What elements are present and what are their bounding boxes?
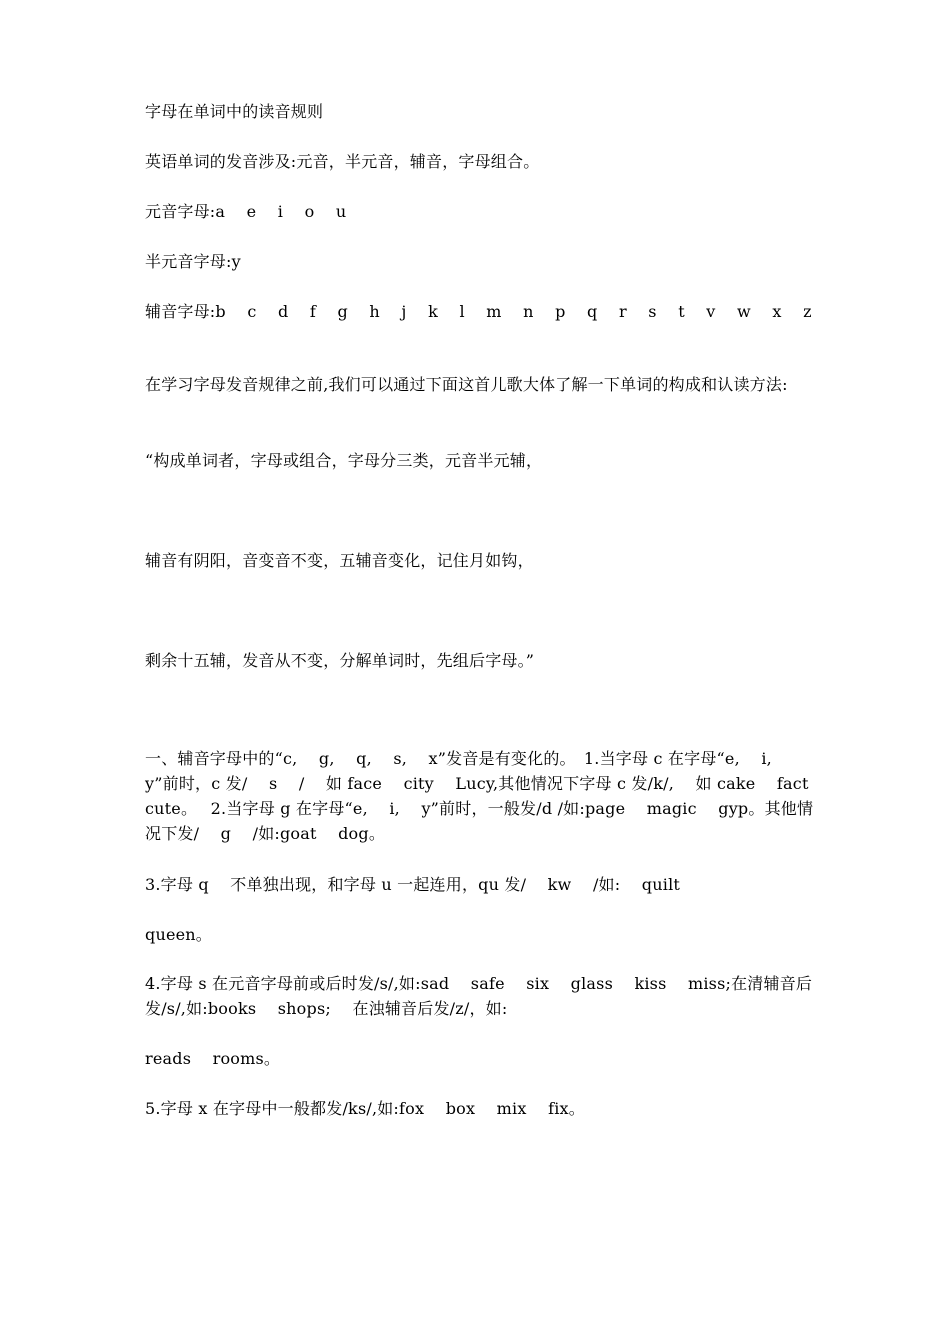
document-page xyxy=(145,0,831,1344)
rule-4-paragraph: 4.字母 s 在元音字母前或后时发/s/,如:sad safe six glass kiss miss;在清辅音后发/s/,如:books shops; 在浊辅音后发/z/，如: xyxy=(145,974,813,1018)
section-1-paragraph: 一、辅音字母中的“c, g, q, s, x”发音是有变化的。 1.当字母 c 在字母“e, i, y”前时，c 发/ s / 如 face city Lucy,其他情况下字母 c 发/k/, 如 cake fact cute。 2.当字母 g 在字母“e, i, y”前时，一般发/d /如:page magic gyp。其他情况下发/ g /如:goat dog。 xyxy=(145,749,831,843)
consonant-letters: 辅音字母:b c d f g h j k l m n p q r s t v w x z xyxy=(145,302,812,321)
vowel-letters: 元音字母:a e i o u xyxy=(145,202,347,221)
song-line-2: 辅音有阴阳，音变音不变，五辅音变化，记住月如钩， xyxy=(145,551,534,570)
song-line-3: 剩余十五辅，发音从不变，分解单词时，先组后字母。” xyxy=(145,651,535,670)
intro-paragraph: 英语单词的发音涉及:元音，半元音，辅音，字母组合。 xyxy=(145,152,540,171)
song-intro-paragraph: 在学习字母发音规律之前,我们可以通过下面这首儿歌大体了解一下单词的构成和认读方法: xyxy=(145,375,788,394)
rule-5-paragraph: 5.字母 x 在字母中一般都发/ks/,如:fox box mix fix。 xyxy=(145,1099,585,1118)
rule-3-continuation: queen。 xyxy=(145,925,212,944)
rule-3-paragraph: 3.字母 q 不单独出现，和字母 u 一起连用，qu 发/ kw /如: quilt xyxy=(145,875,681,894)
song-line-1: “构成单词者，字母或组合，字母分三类，元音半元辅， xyxy=(145,451,543,470)
document-title: 字母在单词中的读音规则 xyxy=(145,102,324,121)
rule-4-continuation: reads rooms。 xyxy=(145,1049,281,1068)
semivowel-letters: 半元音字母:y xyxy=(145,252,241,271)
